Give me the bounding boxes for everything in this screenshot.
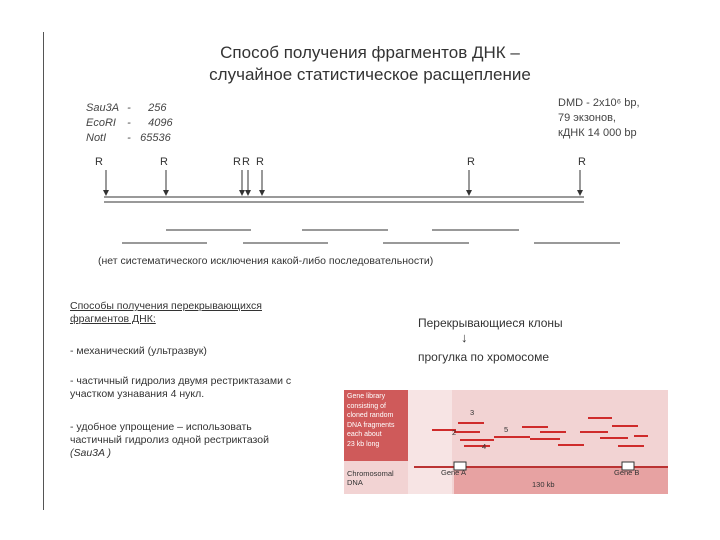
arrowhead-icon <box>239 190 245 196</box>
restriction-site-label: R <box>578 156 586 168</box>
methods-heading <box>70 300 262 326</box>
restriction-site-label: R <box>233 156 241 168</box>
caption-line: each about <box>347 431 382 438</box>
dmd-line-3: кДНК 14 000 bp <box>558 127 637 139</box>
enzyme-name: EcoRI <box>86 117 116 129</box>
enzyme-name: NotI <box>86 132 107 144</box>
arrowhead-icon <box>245 190 251 196</box>
method-item-3-line-3: (Sau3A ) <box>70 447 112 459</box>
enzyme-value: 256 <box>148 102 167 114</box>
arrowhead-icon <box>259 190 265 196</box>
overlap-clones-label: Перекрывающиеся клоны <box>418 316 563 330</box>
restriction-site-label: R <box>256 156 264 168</box>
method-item-1: - механический (ультразвук) <box>70 345 207 357</box>
chrom-label-line: Chromosomal <box>347 469 394 478</box>
arrowhead-icon <box>103 190 109 196</box>
clone-number: 4 <box>482 442 487 451</box>
dmd-line-2: 79 экзонов, <box>558 112 616 124</box>
enzyme-sep: - <box>127 117 131 129</box>
restriction-site-label: R <box>242 156 250 168</box>
clone-number: 5 <box>504 425 509 434</box>
caption-line: 23 kb long <box>347 440 380 448</box>
method-item-2-line-2: участком узнавания 4 нукл. <box>70 388 205 400</box>
arrowhead-icon <box>466 190 472 196</box>
chromosome-walk-label: прогулка по хромосоме <box>418 350 549 364</box>
method-item-2-line-1: - частичный гидролиз двумя рестриктазами с <box>70 375 292 387</box>
dmd-line-1: DMD - 2x10⁶ bp, <box>558 97 640 109</box>
caption-line: consisting of <box>347 402 386 410</box>
caption-line: DNA fragments <box>347 421 395 429</box>
enzyme-name: Sau3A <box>86 102 120 114</box>
caption-line: Gene library <box>347 393 386 400</box>
method-item-3-line-2: частичный гидролиз одной рестриктазой <box>70 434 269 446</box>
title-line-1: Способ получения фрагментов ДНК – <box>220 43 520 62</box>
enzyme-sep: - <box>127 132 131 144</box>
chrom-label-line: DNA <box>347 478 363 487</box>
arrowhead-icon <box>577 190 583 196</box>
restriction-site-label: R <box>467 156 475 168</box>
arrowhead-icon <box>163 190 169 196</box>
chromosomal-dna-label <box>347 469 394 487</box>
methods-heading-line-2: фрагментов ДНК: <box>70 313 156 325</box>
enzyme-sep: - <box>127 102 131 114</box>
gene-a-label: Gene A <box>441 468 467 477</box>
method-item-3-line-1: - удобное упрощение – использовать <box>70 421 252 433</box>
distance-label: 130 kb <box>532 480 555 489</box>
caption-line: cloned random <box>347 412 394 419</box>
restriction-site-label: R <box>160 156 168 168</box>
enzyme-value: 65536 <box>140 132 171 144</box>
clone-number: 2 <box>452 428 457 437</box>
clone-number: 3 <box>470 408 475 417</box>
gene-b-label: Gene B <box>614 468 640 477</box>
method-item-2 <box>70 375 291 401</box>
enzyme-value: 4096 <box>148 117 173 129</box>
method-item-3 <box>70 421 269 460</box>
down-arrow-icon: ↓ <box>461 330 468 345</box>
title-line-2: случайное статистическое расщепление <box>209 65 531 84</box>
restriction-site-label: R <box>95 156 103 168</box>
no-exclusion-note: (нет систематического исключения какой-либо последовательности) <box>98 255 434 267</box>
methods-heading-line-1: Способы получения перекрывающихся <box>70 300 262 312</box>
